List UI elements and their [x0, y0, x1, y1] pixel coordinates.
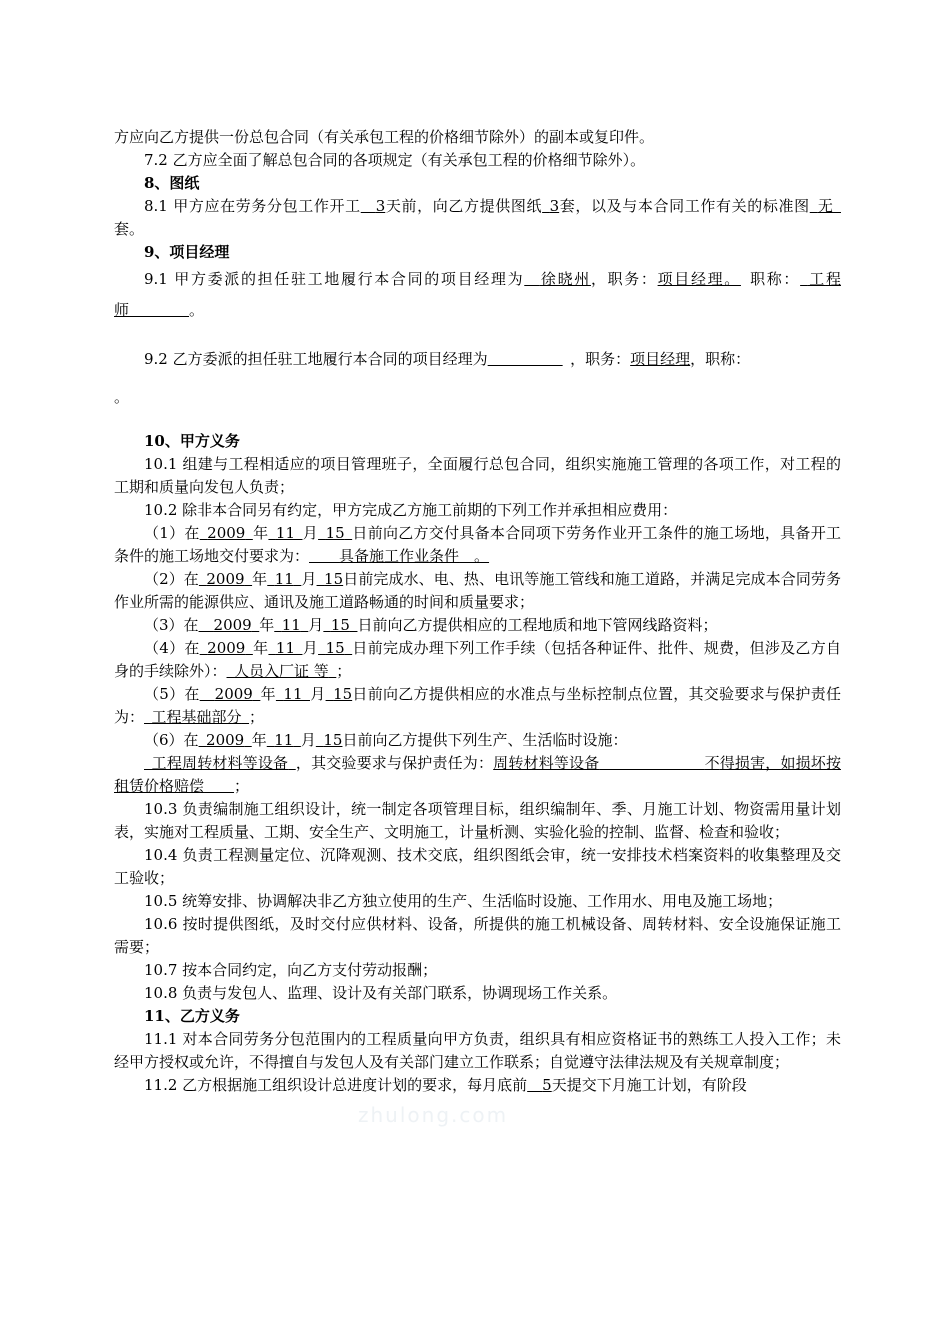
text: （1）在	[144, 524, 200, 542]
text: 9.1 甲方委派的担任驻工地履行本合同的项目经理为	[144, 270, 525, 288]
year-field	[199, 731, 252, 749]
pm-b-name-field	[488, 350, 563, 368]
pm-a-position-field: 项目经理。	[657, 270, 741, 288]
drawing-days-field	[361, 197, 386, 215]
drawing-sets-field	[542, 197, 559, 215]
field-value: 11	[275, 639, 295, 657]
field-value: 2009	[207, 524, 246, 542]
field-value: 11	[275, 524, 295, 542]
field-value: 11	[283, 685, 303, 703]
text: 月	[300, 731, 316, 749]
temp-facilities-field	[144, 754, 296, 772]
field-value: 2009	[213, 616, 252, 634]
month-field	[276, 685, 310, 703]
text: （4）在	[144, 639, 200, 657]
section-9-heading: 9、项目经理	[144, 243, 230, 261]
site-requirement-field: 具备施工作业条件 。	[339, 547, 490, 565]
field-value: 11	[281, 616, 301, 634]
text: 日前向乙方提供相应的水准点与坐标控制点位置，其交验要求与保护责任为：	[114, 685, 841, 726]
field-value: 3	[375, 197, 386, 215]
field-value: 2009	[214, 685, 253, 703]
text: 日前向乙方提供下列生产、生活临时设施：	[342, 731, 628, 749]
text: ；	[234, 777, 250, 795]
pm-b-position-field: 项目经理	[630, 350, 691, 368]
day-field	[317, 570, 344, 588]
text-line: 方应向乙方提供一份总包合同（有关承包工程的价格细节除外）的副本或复印件。	[114, 128, 655, 146]
text: 9.2 乙方委派的担任驻工地履行本合同的项目经理为	[144, 350, 488, 368]
item-1	[114, 522, 841, 568]
text: ，职称：	[690, 350, 751, 368]
field-value: 15	[325, 639, 345, 657]
field-value: 15	[325, 524, 345, 542]
plan-days-field	[527, 1076, 552, 1094]
pm-a-name-field	[524, 270, 591, 288]
item-2	[114, 568, 841, 614]
text: 天前，向乙方提供图纸	[385, 197, 543, 215]
text: ，其交验要求与保护责任为：	[295, 754, 494, 772]
contract-page	[114, 126, 841, 1097]
field-value: 3	[549, 197, 560, 215]
text: 。	[189, 301, 205, 319]
text: 日前完成办理下列工作手续（包括各种证件、批件、规费，但涉及乙方自身的手续除外）：	[114, 639, 841, 680]
field-value: 15	[324, 570, 344, 588]
item-5	[114, 683, 841, 729]
item-6-detail	[114, 752, 841, 798]
clause-9-2	[114, 340, 841, 416]
field-value: 人员入厂证 等	[234, 662, 329, 680]
text: ，职务：	[590, 270, 658, 288]
section-8-heading: 8、图纸	[144, 174, 200, 192]
field-value: 程师	[114, 270, 841, 319]
section-10-heading: 10、甲方义务	[144, 432, 240, 450]
text: 月	[301, 570, 317, 588]
clause-10-5: 10.5 统筹安排、协调解决非乙方独立使用的生产、生活临时设施、工作用水、用电及施工场地；	[144, 892, 783, 910]
clause-10-4: 10.4 负责工程测量定位、沉降观测、技术交底，组织图纸会审，统一安排技术档案资料的收集整理及交工验收；	[114, 846, 841, 887]
field-value: 15	[330, 616, 350, 634]
text: 年	[251, 731, 267, 749]
item-3	[114, 614, 841, 637]
text: 年	[252, 639, 269, 657]
text: 日前向乙方交付具备本合同项下劳务作业开工条件的施工场地，具备开工条件的施工场地交付要求为：	[114, 524, 841, 565]
field-value: 5	[542, 1076, 552, 1094]
field-value: 2009	[206, 731, 245, 749]
text: 月	[308, 616, 324, 634]
spacer	[114, 326, 841, 340]
field-value: 工	[807, 270, 826, 288]
year-field	[199, 570, 252, 588]
month-field	[267, 570, 301, 588]
clause-8-1	[114, 195, 841, 241]
field-value: 工程基础部分	[151, 708, 242, 726]
field-value: 周转材料等设备	[493, 754, 600, 772]
clause-7-2: 7.2 乙方应全面了解总包合同的各项规定（有关承包工程的价格细节除外）。	[144, 151, 646, 169]
field-value: 15	[333, 685, 353, 703]
field-value: 11	[274, 570, 294, 588]
month-field	[274, 616, 308, 634]
text: ，职务：	[570, 350, 631, 368]
text: 年	[259, 616, 275, 634]
field-value: 2009	[206, 570, 245, 588]
field-value: 15	[323, 731, 343, 749]
text: 职称：	[748, 270, 801, 288]
clause-10-2: 10.2 除非本合同另有约定，甲方完成乙方施工前期的下列工作并承担相应费用：	[144, 501, 678, 519]
year-field	[200, 639, 253, 657]
clause-10-6: 10.6 按时提供图纸，及时交付应供材料、设备，所提供的施工机械设备、周转材料、安全设施保证施工需要；	[114, 915, 841, 956]
item-4	[114, 637, 841, 683]
field-value: 2009	[207, 639, 246, 657]
text: 年	[252, 524, 269, 542]
text: 月	[302, 524, 319, 542]
section-11-heading: 11、乙方义务	[144, 1007, 240, 1025]
clause-11-2	[114, 1074, 841, 1097]
text: 日前完成水、电、热、电讯等施工管线和施工道路，并满足完成本合同劳务作业所需的能源供应、通讯及施工道路畅通的时间和质量要求；	[114, 570, 841, 611]
procedures-field	[227, 662, 337, 680]
text: 套，以及与本合同工作有关的标准图	[559, 197, 810, 215]
field-value: 无	[817, 197, 834, 215]
text: （5）在	[144, 685, 200, 703]
text: （3）在	[144, 616, 199, 634]
field-value: 具备施工作业条件	[339, 547, 460, 565]
field-value: 徐晓州	[539, 270, 591, 288]
day-field	[318, 639, 352, 657]
field-value: 不	[704, 754, 720, 772]
month-field	[268, 524, 302, 542]
text: 天提交下月施工计划，有阶段	[551, 1076, 747, 1094]
item-6	[114, 729, 841, 752]
day-field	[326, 685, 353, 703]
text: 。	[114, 388, 130, 406]
standard-drawing-field	[810, 197, 841, 215]
text: 11.2 乙方根据施工组织设计总进度计划的要求，每月底前	[144, 1076, 528, 1094]
text: 年	[252, 570, 268, 588]
text: ；	[249, 708, 265, 726]
text: 日前向乙方提供相应的工程地质和地下管网线路资料；	[357, 616, 718, 634]
year-field	[199, 616, 260, 634]
text: 8.1 甲方应在劳务分包工作开工	[144, 197, 361, 215]
year-field	[200, 685, 261, 703]
day-field	[318, 524, 352, 542]
text: 年	[260, 685, 276, 703]
text: ；	[336, 662, 352, 680]
clause-10-7: 10.7 按本合同约定，向乙方支付劳动报酬；	[144, 961, 438, 979]
text: 套。	[114, 220, 145, 238]
year-field	[200, 524, 253, 542]
month-field	[267, 731, 301, 749]
text: （2）在	[144, 570, 199, 588]
spacer	[114, 416, 841, 430]
text: 月	[310, 685, 326, 703]
field-value: 得损害，如损坏按租赁价格赔偿	[114, 754, 841, 795]
day-field	[323, 616, 357, 634]
watermark: zhulong.com	[358, 1103, 509, 1127]
text: 月	[302, 639, 319, 657]
field-value: 工程周转材料等设备	[151, 754, 289, 772]
clause-11-1: 11.1 对本合同劳务分包范围内的工程质量向甲方负责，组织具有相应资格证书的熟练工人投入工作；未经甲方授权或允许，不得擅自与发包人及有关部门建立工作联系；自觉遵守法律法规及有关规章制度；	[114, 1030, 841, 1071]
clause-10-1: 10.1 组建与工程相适应的项目管理班子，全面履行总包合同，组织实施施工管理的各项工作，对工程的工期和质量向发包人负责；	[114, 455, 841, 496]
field-value: 11	[274, 731, 294, 749]
day-field	[316, 731, 343, 749]
month-field	[268, 639, 302, 657]
clause-10-3: 10.3 负责编制施工组织设计，统一制定各项管理目标，组织编制年、季、月施工计划、物资需用量计划表，实施对工程质量、工期、安全生产、文明施工，计量析测、实验化验的控制、监督、检查和验收；	[114, 800, 841, 841]
clause-9-1	[114, 264, 841, 326]
control-point-field	[144, 708, 249, 726]
clause-10-8: 10.8 负责与发包人、监理、设计及有关部门联系，协调现场工作关系。	[144, 984, 618, 1002]
text: （6）在	[144, 731, 199, 749]
